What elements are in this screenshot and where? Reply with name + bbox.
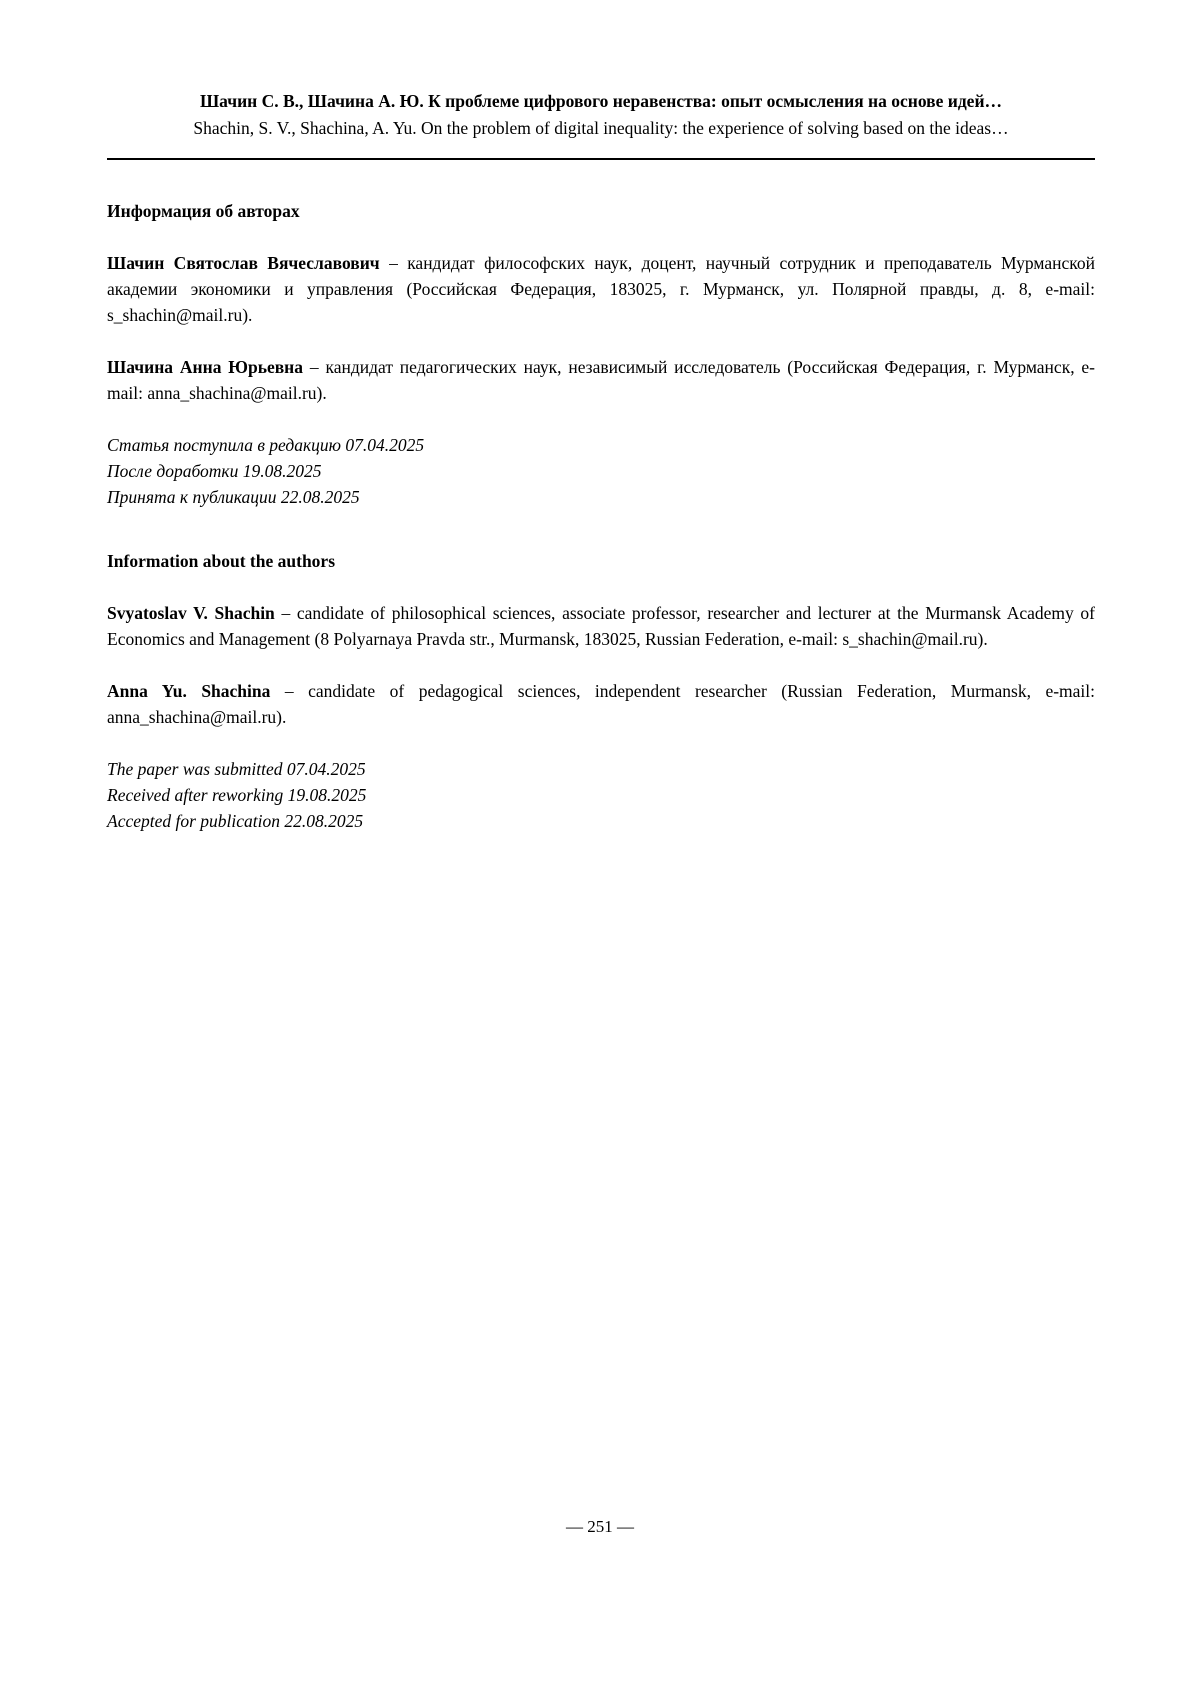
en-date-accepted: Accepted for publication 22.08.2025: [107, 811, 364, 831]
ru-author-1-text: – кандидат философских наук, доцент, научный сотрудник и преподаватель Мурманской академии экономики и управления (Российская Федерация, 183025, г. Мурманск, ул. Полярной правды, д. 8, e-mail: s_shachin@mail.ru).: [107, 253, 1096, 325]
ru-author-2-text: – кандидат педагогических наук, независимый исследователь (Российская Федерация, г. Мурманск, e-mail: anna_shachina@mail.ru).: [107, 357, 1096, 403]
ru-date-submitted: Статья поступила в редакцию 07.04.2025: [107, 435, 425, 455]
en-date-submitted: The paper was submitted 07.04.2025: [107, 759, 366, 779]
en-author-1-name: Svyatoslav V. Shachin: [107, 603, 275, 623]
ru-author-2-name: Шачина Анна Юрьевна: [107, 357, 304, 377]
running-head-en: Shachin, S. V., Shachina, A. Yu. On the problem of digital inequality: the experience of solving based on the ideas…: [193, 118, 1009, 138]
ru-section-heading: Информация об авторах: [107, 201, 300, 221]
ru-date-reworked: После доработки 19.08.2025: [107, 461, 322, 481]
running-head: [107, 88, 1095, 142]
en-section-heading: Information about the authors: [107, 551, 336, 571]
en-author-1-text: – candidate of philosophical sciences, associate professor, researcher and lecturer at the Murmansk Academy of Economics and Management (8 Polyarnaya Pravda str., Murmansk, 183025, Russian Federation, e-mail: s_shachin@mail.ru).: [107, 603, 1095, 649]
en-date-reworked: Received after reworking 19.08.2025: [107, 785, 367, 805]
ru-author-paragraph-1: [107, 250, 1095, 328]
ru-date-accepted: Принята к публикации 22.08.2025: [107, 487, 360, 507]
ru-author-paragraph-2: [107, 354, 1095, 406]
page-number: — 251 —: [566, 1517, 634, 1536]
en-author-2-text: – candidate of pedagogical sciences, independent researcher (Russian Federation, Murmansk, e-mail: anna_shachina@mail.ru).: [107, 681, 1096, 727]
ru-author-1-name: Шачин Святослав Вячеславович: [107, 253, 380, 273]
en-author-paragraph-2: [107, 678, 1095, 730]
ru-dates-block: [107, 432, 1095, 510]
en-author-2-name: Anna Yu. Shachina: [107, 681, 271, 701]
running-head-ru: Шачин С. В., Шачина А. Ю. К проблеме цифрового неравенства: опыт осмысления на основе идей…: [199, 91, 1003, 111]
en-author-paragraph-1: [107, 600, 1095, 652]
en-dates-block: [107, 756, 1095, 834]
header-rule: [107, 158, 1095, 160]
